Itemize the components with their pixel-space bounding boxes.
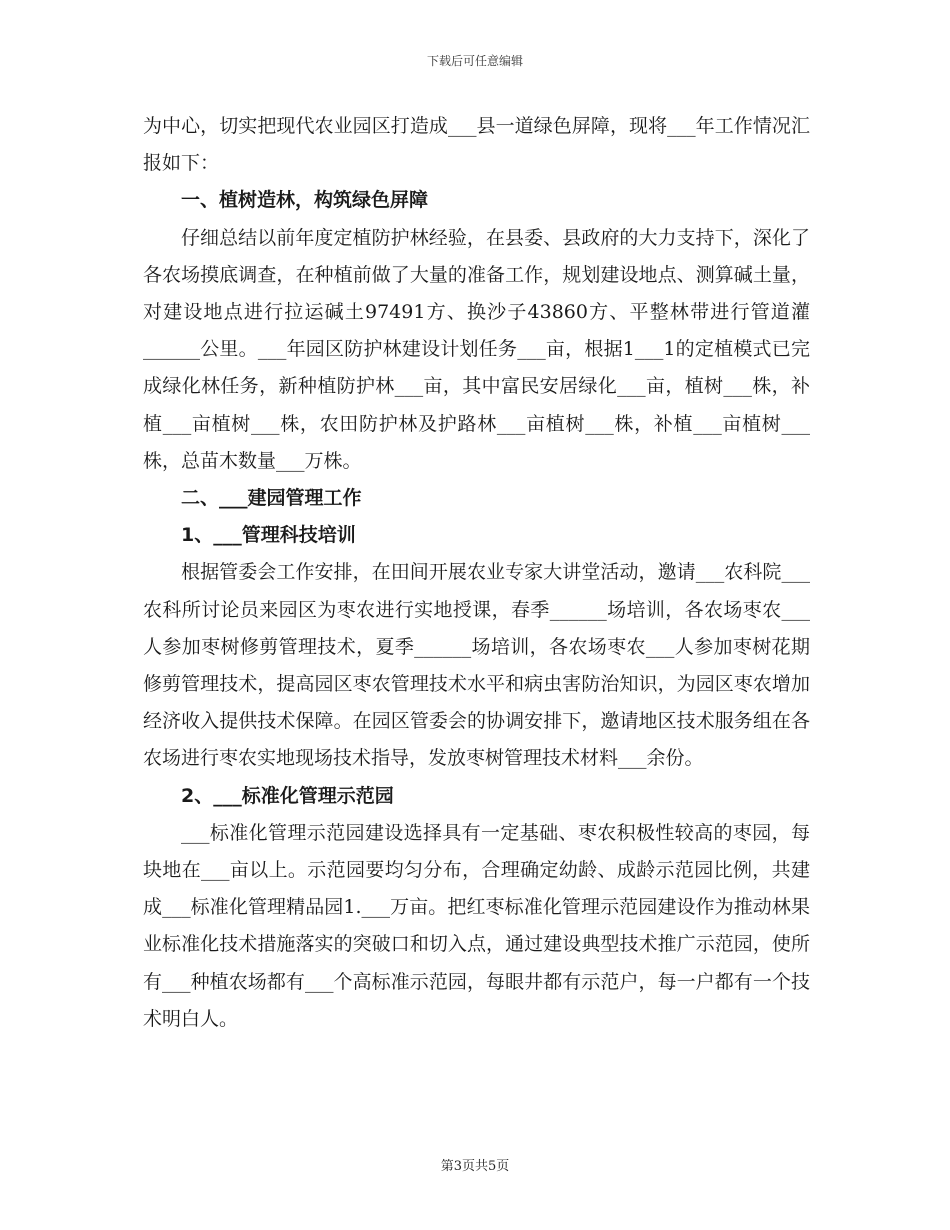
subsection-1-paragraph: 根据管委会工作安排，在田间开展农业专家大讲堂活动，邀请___农科院___农科所讨论员来园区为枣农进行实地授课，春季______场培训，各农场枣农___人参加枣树修剪管理技术，夏季______场培训，各农场枣农___人参加枣树花期修剪管理技术，提高园区枣农管理技术水平和病虫害防治知识，为园区枣农增加经济收入提供技术保障。在园区管委会的协调安排下，邀请地区技术服务组在各农场进行枣农实地现场技术指导，发放枣树管理技术材料___余份。 <box>143 561 810 770</box>
intro-paragraph: 为中心，切实把现代农业园区打造成___县一道绿色屏障，现将___年工作情况汇报如下： <box>143 115 810 175</box>
document-body <box>143 108 810 1038</box>
subsection-2-heading: 2、___标准化管理示范园 <box>181 784 394 807</box>
section-2-heading: 二、___建园管理工作 <box>181 487 362 510</box>
section-1-paragraph: 仔细总结以前年度定植防护林经验，在县委、县政府的大力支持下，深化了各农场摸底调查，在种植前做了大量的准备工作，规划建设地点、测算碱土量，对建设地点进行拉运碱土97491方、换沙子43860方、平整林带进行管道灌______公里。___年园区防护林建设计划任务___亩，根据1___1的定植模式已完成绿化林任务，新种植防护林___亩，其中富民安居绿化___亩，植树___株，补植___亩植树___株，农田防护林及护路林___亩植树___株，补植___亩植树___株，总苗木数量___万株。 <box>143 226 810 472</box>
section-1-heading: 一、植树造林，构筑绿色屏障 <box>181 189 429 212</box>
subsection-1-heading: 1、___管理科技培训 <box>181 524 356 547</box>
page-header: 下载后可任意编辑 <box>426 54 523 68</box>
page-number: 第3页共5页 <box>440 1159 510 1174</box>
subsection-2-paragraph: ___标准化管理示范园建设选择具有一定基础、枣农积极性较高的枣园，每块地在___亩以上。示范园要均匀分布，合理确定幼龄、成龄示范园比例，共建成___标准化管理精品园1.___万亩。把红枣标准化管理示范园建设作为推动林果业标准化技术措施落实的突破口和切入点，通过建设典型技术推广示范园，使所有___种植农场都有___个高标准示范园，每眼井都有示范户，每一户都有一个技术明白人。 <box>143 821 810 1030</box>
